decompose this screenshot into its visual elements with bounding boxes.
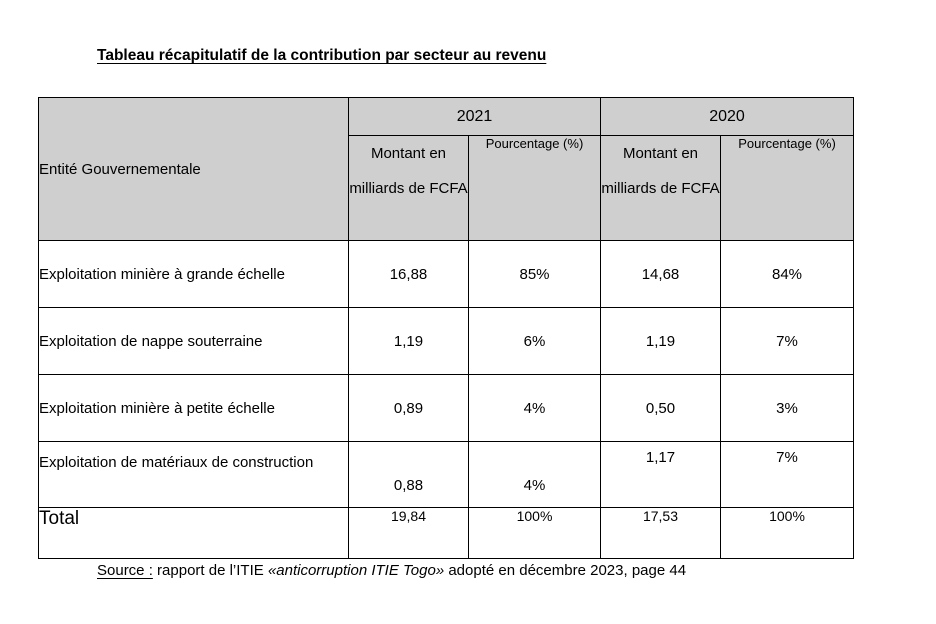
- total-pct-2021: 100%: [469, 508, 601, 559]
- pct-2021-value: 4%: [469, 375, 601, 442]
- source-text-post: adopté en décembre 2023, page 44: [448, 562, 687, 579]
- montant-2020-value: 14,68: [601, 241, 721, 308]
- table-row: [39, 241, 854, 308]
- pourcentage-header-2021: Pourcentage (%): [469, 136, 601, 241]
- pct-2021-value: 6%: [469, 308, 601, 375]
- montant-2020-value: 1,19: [601, 308, 721, 375]
- montant-2020-value: 0,50: [601, 375, 721, 442]
- montant-header-2020: Montant en milliards de FCFA: [601, 136, 721, 241]
- entity-label: Exploitation de matériaux de construction: [39, 442, 349, 508]
- source-text-pre: rapport de l’ITIE: [157, 562, 264, 579]
- pct-2021-value: 4%: [469, 442, 601, 508]
- montant-2021-value: 0,89: [349, 375, 469, 442]
- total-row: [39, 508, 854, 559]
- table-row: [39, 308, 854, 375]
- year-header-2021: 2021: [349, 98, 601, 136]
- montant-2020-value: 1,17: [601, 442, 721, 508]
- total-label: Total: [39, 508, 349, 559]
- entity-label: Exploitation minière à petite échelle: [39, 375, 349, 442]
- total-montant-2020: 17,53: [601, 508, 721, 559]
- pourcentage-header-2020: Pourcentage (%): [721, 136, 854, 241]
- source-line: [97, 562, 686, 579]
- montant-2021-value: 16,88: [349, 241, 469, 308]
- entity-column-header: Entité Gouvernementale: [39, 98, 349, 241]
- pct-2020-value: 7%: [721, 308, 854, 375]
- montant-2021-value: 0,88: [349, 442, 469, 508]
- year-header-2020: 2020: [601, 98, 854, 136]
- total-pct-2020: 100%: [721, 508, 854, 559]
- source-text-italic: «anticorruption ITIE Togo»: [267, 562, 445, 579]
- montant-header-2021: Montant en milliards de FCFA: [349, 136, 469, 241]
- pct-2020-value: 7%: [721, 442, 854, 508]
- source-label: Source :: [97, 562, 153, 579]
- montant-2021-value: 1,19: [349, 308, 469, 375]
- entity-label: Exploitation de nappe souterraine: [39, 308, 349, 375]
- page-title: Tableau récapitulatif de la contribution par secteur au revenu: [97, 47, 547, 64]
- year-header-row: [39, 98, 854, 136]
- pct-2020-value: 84%: [721, 241, 854, 308]
- contributions-table: [38, 97, 854, 559]
- pct-2021-value: 85%: [469, 241, 601, 308]
- table-row: [39, 375, 854, 442]
- entity-label: Exploitation minière à grande échelle: [39, 241, 349, 308]
- table-row: [39, 442, 854, 508]
- pct-2020-value: 3%: [721, 375, 854, 442]
- total-montant-2021: 19,84: [349, 508, 469, 559]
